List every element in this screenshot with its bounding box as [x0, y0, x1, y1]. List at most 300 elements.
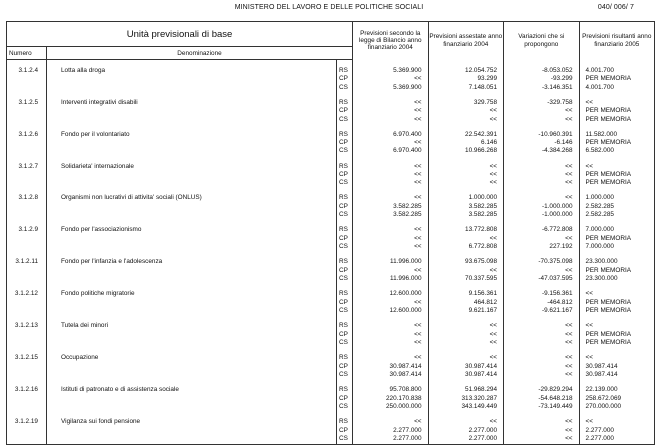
row-code: CS — [337, 435, 353, 444]
entry-number: 3.1.2.16 — [7, 386, 47, 394]
value-cell: PER MEMORIA — [579, 331, 655, 339]
value-cell: 1.000.000 — [428, 194, 504, 202]
value-cell: << — [428, 267, 504, 275]
spacer-cell — [504, 380, 580, 387]
entry-name: Fondo politiche migratorie — [47, 290, 337, 298]
spacer-cell — [428, 412, 504, 419]
spacer-cell — [579, 220, 655, 227]
value-cell: 270.000.000 — [579, 403, 655, 411]
entry-name-empty — [47, 107, 337, 115]
entry-number: 3.1.2.19 — [7, 418, 47, 426]
spacer-cell — [353, 92, 429, 99]
value-cell: 93.299 — [428, 75, 504, 83]
value-cell: 30.987.414 — [428, 363, 504, 371]
spacer-cell — [579, 252, 655, 259]
value-cell: -8.053.052 — [504, 67, 580, 75]
value-cell: << — [428, 322, 504, 330]
spacer-cell — [579, 156, 655, 163]
row-code: CS — [337, 403, 353, 411]
spacer-cell — [353, 412, 429, 419]
col-header-assestate-2004: Previsioni assestate anno finanziario 2004 — [428, 22, 504, 60]
value-cell: 2.277.000 — [579, 435, 655, 444]
row-code: CP — [337, 75, 353, 83]
spacer-cell — [428, 380, 504, 387]
value-cell: << — [504, 163, 580, 171]
value-cell: 12.600.000 — [353, 307, 429, 315]
row-code: CS — [337, 84, 353, 92]
value-cell: << — [504, 171, 580, 179]
value-cell: 23.300.000 — [579, 258, 655, 266]
value-cell: 6.970.400 — [353, 131, 429, 139]
value-cell: << — [428, 163, 504, 171]
value-cell: << — [428, 235, 504, 243]
value-cell: -9.621.167 — [504, 307, 580, 315]
entry-name: Vigilanza sui fondi pensione — [47, 418, 337, 426]
unit-title: Unità previsionali di base — [7, 22, 353, 47]
value-cell: << — [504, 418, 580, 426]
table-row — [7, 243, 655, 251]
row-code: RS — [337, 258, 353, 266]
value-cell: PER MEMORIA — [579, 179, 655, 187]
spacer-cell — [579, 380, 655, 387]
value-cell: << — [353, 267, 429, 275]
value-cell: PER MEMORIA — [579, 75, 655, 83]
entry-name-empty — [47, 395, 337, 403]
value-cell: 4.001.700 — [579, 67, 655, 75]
value-cell: 93.675.098 — [428, 258, 504, 266]
entry-number-empty — [7, 211, 47, 219]
value-cell: PER MEMORIA — [579, 107, 655, 115]
value-cell: 250.000.000 — [353, 403, 429, 411]
table-row — [7, 131, 655, 139]
table-row — [7, 235, 655, 243]
spacer-cell — [7, 380, 47, 387]
entry-name-empty — [47, 116, 337, 124]
entry-name-empty — [47, 84, 337, 92]
entry-name-empty — [47, 243, 337, 251]
entry-number-empty — [7, 75, 47, 83]
spacer-row — [7, 188, 655, 195]
value-cell: 30.987.414 — [353, 363, 429, 371]
value-cell: 313.320.287 — [428, 395, 504, 403]
value-cell: << — [504, 339, 580, 347]
value-cell: << — [504, 116, 580, 124]
entry-name-empty — [47, 339, 337, 347]
value-cell: 343.149.449 — [428, 403, 504, 411]
value-cell: 70.337.595 — [428, 275, 504, 283]
entry-name-empty — [47, 211, 337, 219]
value-cell: 3.582.285 — [353, 211, 429, 219]
table-row — [7, 116, 655, 124]
value-cell: 227.192 — [504, 243, 580, 251]
value-cell: << — [353, 243, 429, 251]
value-cell: << — [579, 290, 655, 298]
spacer-cell — [353, 188, 429, 195]
spacer-cell — [504, 316, 580, 323]
value-cell: PER MEMORIA — [579, 171, 655, 179]
row-code: CP — [337, 299, 353, 307]
value-cell: 9.621.167 — [428, 307, 504, 315]
entry-number: 3.1.2.5 — [7, 99, 47, 107]
spacer-cell — [353, 380, 429, 387]
spacer-cell — [504, 188, 580, 195]
value-cell: 2.582.285 — [579, 211, 655, 219]
entry-number-empty — [7, 363, 47, 371]
value-cell: << — [353, 107, 429, 115]
value-cell: << — [579, 163, 655, 171]
table-row — [7, 363, 655, 371]
value-cell: 22.139.000 — [579, 386, 655, 394]
entry-number: 3.1.2.13 — [7, 322, 47, 330]
value-cell: PER MEMORIA — [579, 339, 655, 347]
spacer-cell — [337, 412, 353, 419]
value-cell: << — [353, 339, 429, 347]
value-cell: 7.148.051 — [428, 84, 504, 92]
spacer-cell — [47, 92, 337, 99]
value-cell: -9.156.361 — [504, 290, 580, 298]
entry-number-empty — [7, 395, 47, 403]
entry-number-empty — [7, 147, 47, 155]
spacer-row — [7, 316, 655, 323]
row-code: CP — [337, 139, 353, 147]
entry-number-empty — [7, 107, 47, 115]
value-cell: << — [504, 363, 580, 371]
row-code: CP — [337, 395, 353, 403]
value-cell: << — [428, 339, 504, 347]
spacer-cell — [579, 316, 655, 323]
entry-name-empty — [47, 435, 337, 444]
entry-name-empty — [47, 363, 337, 371]
entry-name-empty — [47, 75, 337, 83]
value-cell: << — [353, 171, 429, 179]
value-cell: << — [353, 226, 429, 234]
spacer-row — [7, 156, 655, 163]
value-cell: << — [504, 371, 580, 379]
value-cell: -29.829.294 — [504, 386, 580, 394]
table-row — [7, 331, 655, 339]
value-cell: << — [504, 179, 580, 187]
table-row — [7, 403, 655, 411]
value-cell: 6.772.808 — [428, 243, 504, 251]
table-row — [7, 395, 655, 403]
value-cell: << — [504, 267, 580, 275]
entry-name: Tutela dei minori — [47, 322, 337, 330]
entry-number-empty — [7, 243, 47, 251]
spacer-cell — [7, 156, 47, 163]
spacer-cell — [504, 348, 580, 355]
entry-name-empty — [47, 275, 337, 283]
entry-name: Solidarieta' internazionale — [47, 163, 337, 171]
entry-number-empty — [7, 171, 47, 179]
value-cell: -93.299 — [504, 75, 580, 83]
value-cell: << — [504, 435, 580, 444]
table-row — [7, 84, 655, 92]
entry-number-empty — [7, 331, 47, 339]
table-row — [7, 194, 655, 202]
spacer-row — [7, 220, 655, 227]
spacer-row — [7, 92, 655, 99]
entry-number: 3.1.2.8 — [7, 194, 47, 202]
row-code: RS — [337, 354, 353, 362]
row-code: CS — [337, 147, 353, 155]
spacer-cell — [579, 92, 655, 99]
value-cell: 30.987.414 — [428, 371, 504, 379]
table-row — [7, 139, 655, 147]
spacer-cell — [428, 220, 504, 227]
spacer-cell — [353, 220, 429, 227]
value-cell: 2.277.000 — [428, 435, 504, 444]
value-cell: 13.772.808 — [428, 226, 504, 234]
value-cell: PER MEMORIA — [579, 139, 655, 147]
entry-number-empty — [7, 84, 47, 92]
value-cell: << — [504, 427, 580, 435]
entry-name-empty — [47, 179, 337, 187]
row-code: RS — [337, 322, 353, 330]
value-cell: << — [353, 322, 429, 330]
table-row — [7, 435, 655, 444]
value-cell: 2.582.285 — [579, 203, 655, 211]
spacer-cell — [504, 60, 580, 67]
spacer-cell — [353, 124, 429, 131]
spacer-cell — [337, 380, 353, 387]
value-cell: PER MEMORIA — [579, 299, 655, 307]
col-header-prev-2004: Previsioni secondo la legge di Bilancio anno finanziario 2004 — [353, 22, 429, 60]
value-cell: 6.146 — [428, 139, 504, 147]
ministry-header: MINISTERO DEL LAVORO E DELLE POLITICHE SOCIALI — [234, 4, 424, 11]
value-cell: << — [428, 418, 504, 426]
value-cell: 11.996.000 — [353, 258, 429, 266]
row-code: RS — [337, 163, 353, 171]
entry-name-empty — [47, 371, 337, 379]
value-cell: 1.000.000 — [579, 194, 655, 202]
spacer-cell — [428, 156, 504, 163]
row-code: CP — [337, 363, 353, 371]
entry-name: Fondo per il volontariato — [47, 131, 337, 139]
table-row — [7, 179, 655, 187]
spacer-cell — [47, 252, 337, 259]
spacer-cell — [353, 156, 429, 163]
spacer-cell — [7, 252, 47, 259]
row-code: CS — [337, 275, 353, 283]
value-cell: 11.996.000 — [353, 275, 429, 283]
spacer-cell — [579, 124, 655, 131]
entry-name: Istituti di patronato e di assistenza sociale — [47, 386, 337, 394]
spacer-cell — [579, 348, 655, 355]
row-code: RS — [337, 67, 353, 75]
value-cell: 22.542.391 — [428, 131, 504, 139]
value-cell: 220.170.838 — [353, 395, 429, 403]
value-cell: << — [504, 107, 580, 115]
spacer-cell — [7, 284, 47, 291]
table-row — [7, 322, 655, 330]
table-row — [7, 203, 655, 211]
spacer-cell — [353, 252, 429, 259]
value-cell: << — [428, 354, 504, 362]
value-cell: << — [353, 75, 429, 83]
value-cell: << — [353, 299, 429, 307]
spacer-cell — [353, 284, 429, 291]
spacer-cell — [7, 348, 47, 355]
value-cell: << — [353, 418, 429, 426]
entry-number: 3.1.2.11 — [7, 258, 47, 266]
row-code: CP — [337, 331, 353, 339]
row-code: RS — [337, 99, 353, 107]
value-cell: 258.672.069 — [579, 395, 655, 403]
spacer-cell — [504, 412, 580, 419]
row-code: CS — [337, 211, 353, 219]
spacer-cell — [47, 156, 337, 163]
entry-name-empty — [47, 267, 337, 275]
spacer-cell — [504, 92, 580, 99]
table-row — [7, 99, 655, 107]
value-cell: 329.758 — [428, 99, 504, 107]
value-cell: 464.812 — [428, 299, 504, 307]
value-cell: << — [428, 116, 504, 124]
entry-name-empty — [47, 147, 337, 155]
value-cell: -329.758 — [504, 99, 580, 107]
entry-number: 3.1.2.4 — [7, 67, 47, 75]
entry-name-empty — [47, 427, 337, 435]
value-cell: -6.146 — [504, 139, 580, 147]
spacer-cell — [7, 124, 47, 131]
row-code: CS — [337, 371, 353, 379]
value-cell: << — [353, 194, 429, 202]
value-cell: << — [504, 322, 580, 330]
spacer-cell — [579, 60, 655, 67]
entry-number-empty — [7, 179, 47, 187]
value-cell: << — [353, 163, 429, 171]
spacer-cell — [47, 348, 337, 355]
value-cell: 3.582.285 — [428, 211, 504, 219]
value-cell: -3.146.351 — [504, 84, 580, 92]
value-cell: << — [428, 171, 504, 179]
value-cell: << — [353, 116, 429, 124]
entry-number-empty — [7, 307, 47, 315]
spacer-cell — [337, 156, 353, 163]
spacer-cell — [7, 412, 47, 419]
spacer-cell — [504, 124, 580, 131]
entry-name-empty — [47, 235, 337, 243]
spacer-cell — [47, 316, 337, 323]
value-cell: 5.369.900 — [353, 67, 429, 75]
col-header-risultanti-2005: Previsioni risultanti anno finanziario 2005 — [579, 22, 655, 60]
spacer-cell — [7, 188, 47, 195]
entry-name: Occupazione — [47, 354, 337, 362]
spacer-row — [7, 412, 655, 419]
row-code: RS — [337, 131, 353, 139]
spacer-cell — [504, 252, 580, 259]
spacer-cell — [428, 188, 504, 195]
spacer-cell — [47, 60, 337, 67]
spacer-cell — [428, 92, 504, 99]
table-row — [7, 339, 655, 347]
value-cell: -47.037.595 — [504, 275, 580, 283]
entry-number-empty — [7, 371, 47, 379]
value-cell: 3.582.285 — [428, 203, 504, 211]
spacer-cell — [353, 316, 429, 323]
value-cell: << — [504, 194, 580, 202]
table-row — [7, 275, 655, 283]
value-cell: 4.001.700 — [579, 84, 655, 92]
budget-table — [6, 21, 655, 445]
row-code: RS — [337, 418, 353, 426]
entry-name-empty — [47, 299, 337, 307]
table-row — [7, 307, 655, 315]
value-cell: 23.300.000 — [579, 275, 655, 283]
row-code: RS — [337, 194, 353, 202]
table-row — [7, 418, 655, 426]
entry-number-empty — [7, 267, 47, 275]
entry-name-empty — [47, 403, 337, 411]
value-cell: << — [353, 139, 429, 147]
value-cell: << — [579, 99, 655, 107]
entry-number-empty — [7, 116, 47, 124]
spacer-cell — [504, 284, 580, 291]
value-cell: << — [353, 331, 429, 339]
value-cell: 2.277.000 — [428, 427, 504, 435]
spacer-cell — [428, 60, 504, 67]
entry-name: Fondo per l'associazionismo — [47, 226, 337, 234]
col-header-variazioni: Variazioni che si propongono — [504, 22, 580, 60]
entry-name-empty — [47, 331, 337, 339]
spacer-cell — [504, 220, 580, 227]
spacer-cell — [7, 220, 47, 227]
entry-name-empty — [47, 139, 337, 147]
spacer-cell — [337, 252, 353, 259]
spacer-cell — [353, 60, 429, 67]
entry-number: 3.1.2.12 — [7, 290, 47, 298]
entry-name-empty — [47, 203, 337, 211]
value-cell: 95.708.800 — [353, 386, 429, 394]
value-cell: << — [353, 179, 429, 187]
page-reference: 040/ 006/ 7 — [597, 4, 634, 11]
spacer-cell — [428, 348, 504, 355]
value-cell: 30.987.414 — [579, 371, 655, 379]
spacer-cell — [504, 156, 580, 163]
col-header-numero: Numero — [7, 47, 47, 60]
spacer-cell — [337, 348, 353, 355]
row-code: RS — [337, 290, 353, 298]
spacer-row — [7, 380, 655, 387]
spacer-cell — [579, 284, 655, 291]
value-cell: 30.987.414 — [353, 371, 429, 379]
table-row — [7, 171, 655, 179]
value-cell: -6.772.808 — [504, 226, 580, 234]
value-cell: 12.054.752 — [428, 67, 504, 75]
table-row — [7, 211, 655, 219]
value-cell: -54.648.218 — [504, 395, 580, 403]
spacer-cell — [337, 124, 353, 131]
row-code: CS — [337, 339, 353, 347]
value-cell: 7.000.000 — [579, 243, 655, 251]
value-cell: << — [579, 354, 655, 362]
row-code: CS — [337, 179, 353, 187]
entry-number: 3.1.2.15 — [7, 354, 47, 362]
spacer-row — [7, 348, 655, 355]
value-cell: 51.968.294 — [428, 386, 504, 394]
row-code: CP — [337, 427, 353, 435]
table-row — [7, 226, 655, 234]
value-cell: PER MEMORIA — [579, 307, 655, 315]
value-cell: << — [353, 99, 429, 107]
spacer-row — [7, 252, 655, 259]
spacer-cell — [337, 188, 353, 195]
entry-name: Lotta alla droga — [47, 67, 337, 75]
value-cell: -70.375.098 — [504, 258, 580, 266]
entry-name-empty — [47, 307, 337, 315]
table-row — [7, 371, 655, 379]
entry-number-empty — [7, 275, 47, 283]
